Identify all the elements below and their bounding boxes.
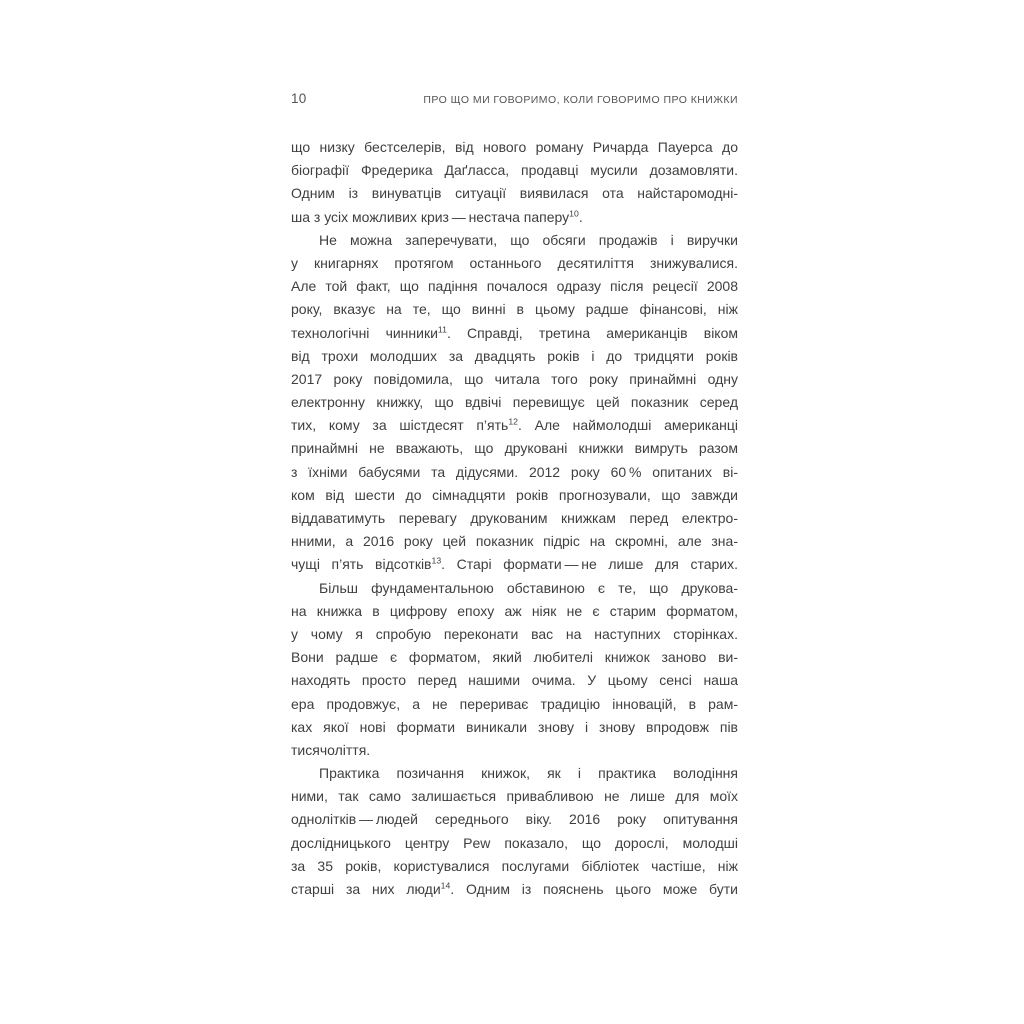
text-run: . Старі формати — не лише для старих. bbox=[441, 556, 738, 573]
text-run: . Справді, третина американців віком bbox=[446, 324, 739, 341]
text-run: Але той факт, що падіння почалося одразу після рецесії 2008 bbox=[291, 278, 738, 295]
text-run: з їхніми бабусями та дідусями. 2012 року 60 % опитаних ві- bbox=[291, 463, 738, 480]
text-line bbox=[291, 322, 738, 345]
text-line bbox=[291, 298, 738, 321]
text-line bbox=[291, 437, 738, 460]
text-run: віддаватимуть перевагу друкованим книжкам перед електро- bbox=[291, 510, 738, 526]
footnote-reference: 12 bbox=[508, 416, 518, 427]
text-run: Не можна заперечувати, що обсяги продажів і виручки bbox=[319, 231, 738, 248]
text-line bbox=[291, 716, 738, 739]
text-run: на книжка в цифрову епоху аж ніяк не є старим форматом, bbox=[291, 602, 738, 619]
text-line bbox=[291, 275, 738, 298]
footnote-reference: 14 bbox=[440, 880, 451, 891]
running-header-title: ПРО ЩО МИ ГОВОРИМО, КОЛИ ГОВОРИМО ПРО КНИЖКИ bbox=[423, 94, 738, 106]
text-line bbox=[291, 252, 738, 275]
text-run: тих, кому за шістдесят п’ять bbox=[291, 417, 509, 434]
text-line bbox=[291, 855, 738, 878]
text-run: за 35 років, користувалися послугами бібліотек частіше, ніж bbox=[291, 857, 738, 874]
text-run: ера продовжує, а не перериває традицію інновацій, в рам- bbox=[291, 695, 738, 712]
text-line bbox=[291, 368, 738, 391]
text-run: технологічні чинники bbox=[291, 324, 438, 341]
text-line bbox=[291, 739, 738, 762]
page-body-text bbox=[291, 136, 738, 901]
text-line bbox=[291, 878, 738, 901]
text-line bbox=[291, 507, 738, 530]
text-run: ними, так само залишається привабливою не лише для моїх bbox=[291, 788, 738, 805]
text-line bbox=[291, 623, 738, 646]
page-number: 10 bbox=[291, 91, 307, 106]
text-run: Одним із винуватців ситуації виявилася ота найстаромодні- bbox=[291, 185, 738, 202]
text-line bbox=[291, 577, 738, 600]
text-line bbox=[291, 484, 738, 507]
text-line bbox=[291, 414, 738, 437]
text-line bbox=[291, 159, 738, 182]
text-run: дослідницького центру Pew показало, що дорослі, молодші bbox=[291, 834, 738, 851]
text-run: електронну книжку, що вдвічі перевищує цей показник серед bbox=[291, 394, 738, 411]
text-line bbox=[291, 206, 738, 229]
text-line bbox=[291, 136, 738, 159]
text-run: . Але наймолодші американці bbox=[517, 417, 739, 434]
text-run: . Одним із пояснень цього може бути bbox=[450, 881, 738, 897]
text-line bbox=[291, 229, 738, 252]
text-run: що низку бестселерів, від нового роману Ричарда Пауерса до bbox=[291, 139, 738, 155]
text-line bbox=[291, 345, 738, 368]
text-run: принаймні не вважають, що друковані книжки вимруть разом bbox=[291, 440, 738, 457]
footnote-reference: 10 bbox=[569, 207, 579, 218]
text-run: ком від шести до сімнадцяти років прогнозували, що завжди bbox=[291, 486, 738, 503]
text-line bbox=[291, 762, 738, 785]
text-line bbox=[291, 693, 738, 716]
text-run: у книгарнях протягом останнього десятиліття знижувалися. bbox=[291, 254, 738, 271]
text-run: ках якої нові формати виникали знову і знову впродовж пів bbox=[291, 718, 738, 735]
text-run: тисячоліття. bbox=[291, 741, 371, 758]
text-run: 2017 року повідомила, що читала того року принаймні одну bbox=[291, 370, 738, 387]
text-run: чущі п’ять відсотків bbox=[291, 556, 432, 573]
text-line bbox=[291, 808, 738, 831]
text-run: находять просто перед нашими очима. У цьому сенсі наша bbox=[291, 672, 738, 689]
text-run: у чому я спробую переконати вас на наступних сторінках. bbox=[291, 625, 738, 642]
text-run: нними, а 2016 року цей показник підріс на скромні, але зна- bbox=[291, 533, 738, 550]
text-line bbox=[291, 530, 738, 553]
text-line bbox=[291, 646, 738, 669]
text-line bbox=[291, 391, 738, 414]
text-run: Більш фундаментальною обставиною є те, що друкова- bbox=[319, 579, 738, 596]
text-run: ша з усіх можливих криз — нестача паперу bbox=[291, 208, 570, 225]
text-run: біографії Фредерика Даґласса, продавці мусили дозамовляти. bbox=[291, 162, 738, 179]
text-line bbox=[291, 669, 738, 692]
footnote-reference: 13 bbox=[431, 555, 442, 566]
text-run: однолітків — людей середнього віку. 2016 року опитування bbox=[291, 811, 738, 828]
text-line bbox=[291, 553, 738, 576]
text-run: року, вказує на те, що винні в цьому радше фінансові, ніж bbox=[291, 301, 738, 318]
text-line bbox=[291, 461, 738, 484]
text-line bbox=[291, 182, 738, 205]
text-line bbox=[291, 832, 738, 855]
text-run: Вони радше є форматом, який любителі книжок заново ви- bbox=[291, 649, 738, 666]
text-line bbox=[291, 785, 738, 808]
text-line bbox=[291, 600, 738, 623]
footnote-reference: 11 bbox=[437, 323, 447, 334]
text-run: . bbox=[578, 208, 583, 225]
text-run: старші за них люди bbox=[291, 881, 441, 897]
text-run: Практика позичання книжок, як і практика володіння bbox=[319, 765, 738, 782]
text-run: від трохи молодших за двадцять років і до тридцяти років bbox=[291, 347, 738, 364]
page-header bbox=[291, 91, 738, 106]
